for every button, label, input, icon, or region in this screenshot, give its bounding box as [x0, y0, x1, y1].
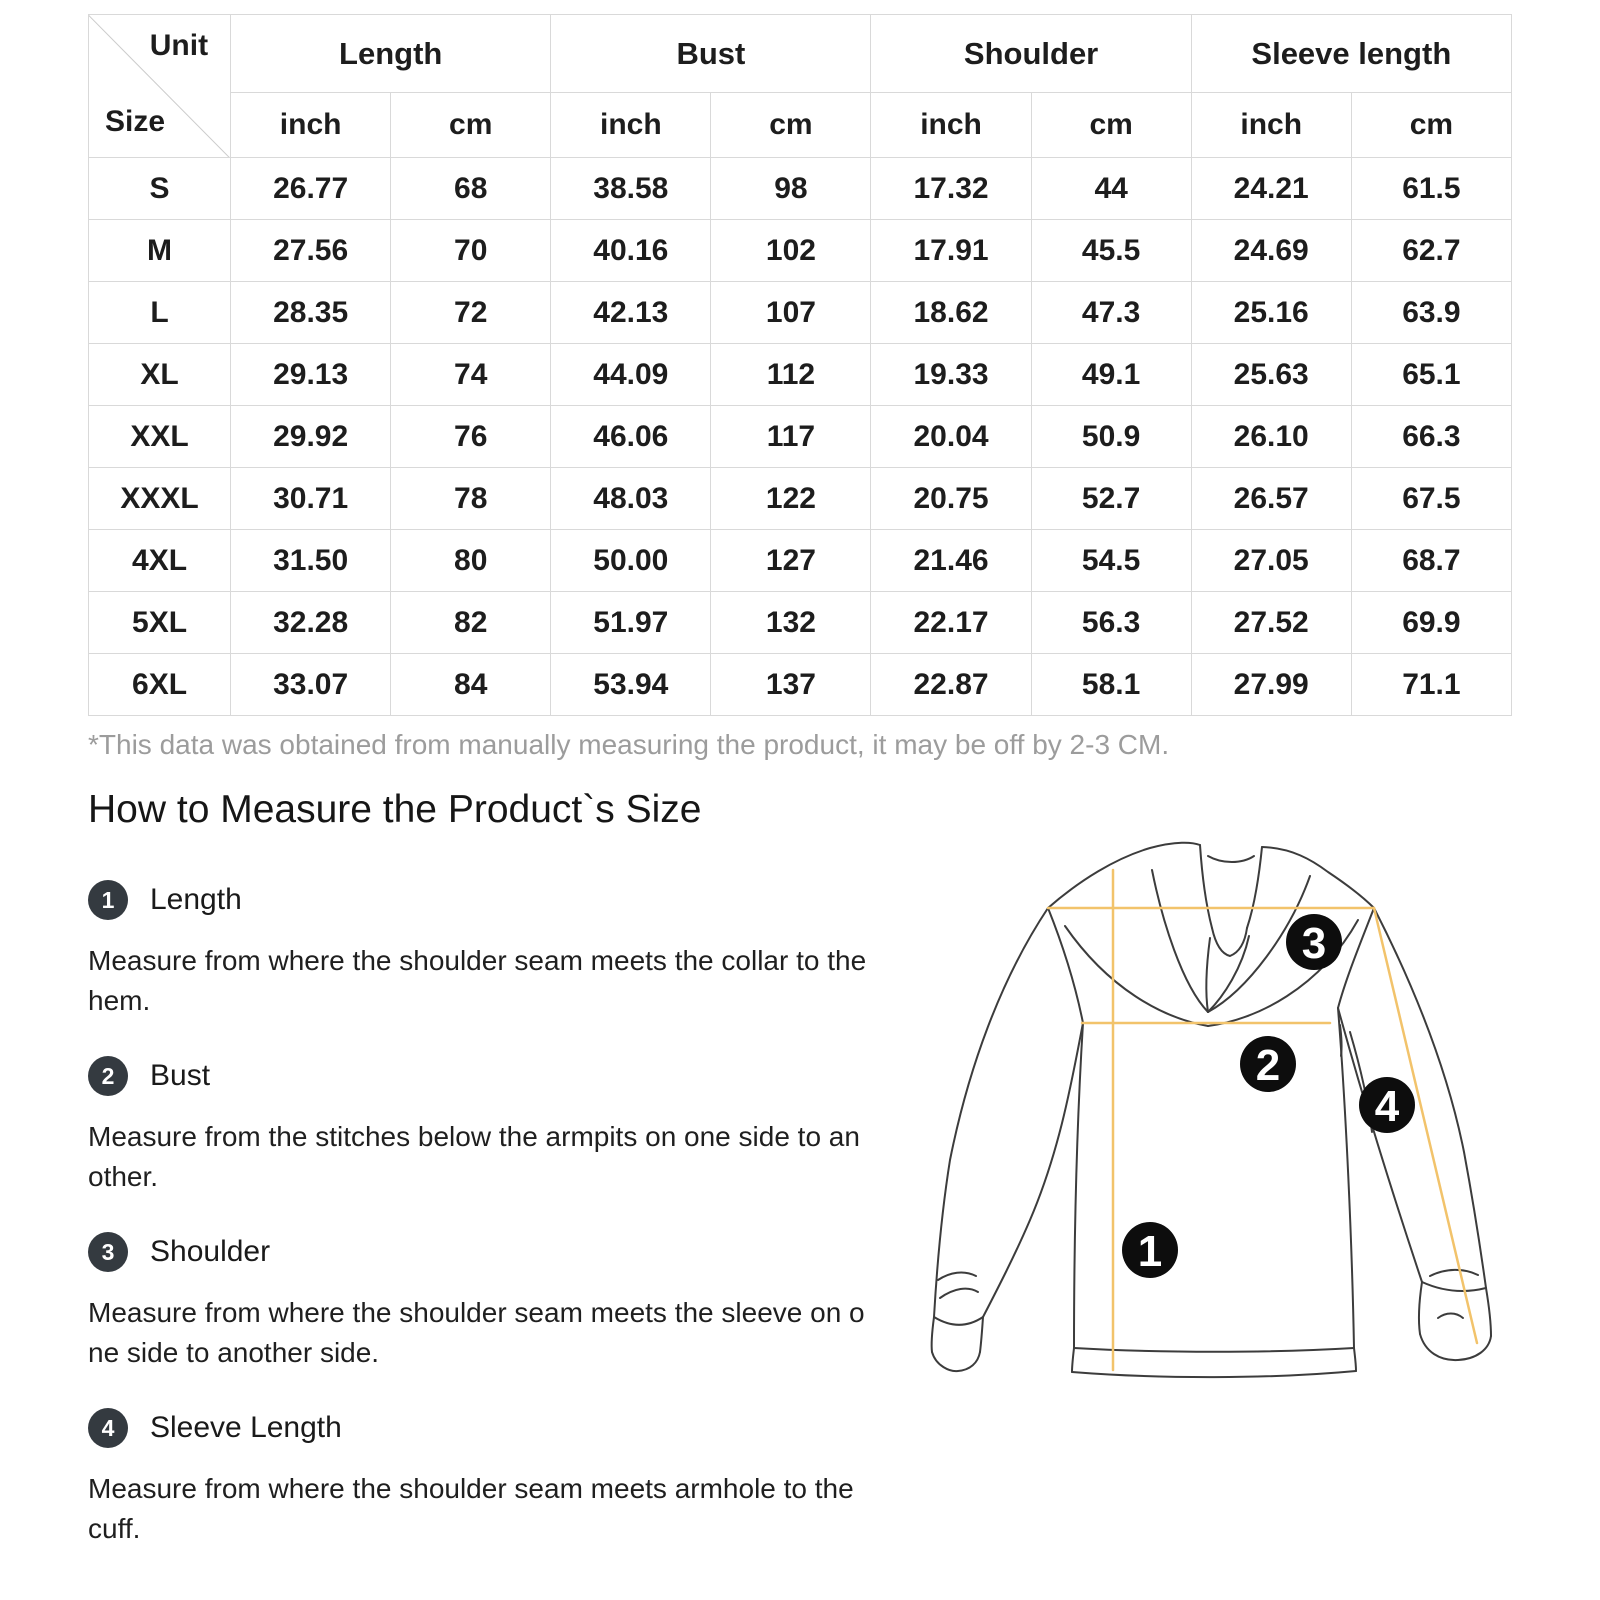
- value-cell: 65.1: [1351, 344, 1511, 406]
- value-cell: 52.7: [1031, 468, 1191, 530]
- step-label: Bust: [150, 1059, 211, 1092]
- step-3-badge: [88, 1232, 128, 1272]
- value-cell: 122: [711, 468, 871, 530]
- diagram-markers: [1122, 914, 1415, 1278]
- value-cell: 102: [711, 220, 871, 282]
- value-cell: 112: [711, 344, 871, 406]
- value-cell: 53.94: [551, 654, 711, 716]
- value-cell: 26.77: [231, 158, 391, 220]
- table-row: [89, 158, 1512, 220]
- table-row: [89, 654, 1512, 716]
- garment-diagram: [850, 820, 1550, 1386]
- step-4-badge: [88, 1408, 128, 1448]
- value-cell: 29.13: [231, 344, 391, 406]
- size-label-cell: 4XL: [89, 530, 231, 592]
- value-cell: 22.17: [871, 592, 1031, 654]
- step-number: 4: [101, 1414, 115, 1441]
- value-cell: 44.09: [551, 344, 711, 406]
- value-cell: 61.5: [1351, 158, 1511, 220]
- value-cell: 74: [391, 344, 551, 406]
- value-cell: 19.33: [871, 344, 1031, 406]
- step-1-badge: [88, 880, 128, 920]
- table-row: [89, 530, 1512, 592]
- value-cell: 44: [1031, 158, 1191, 220]
- desc-line: other.: [88, 1161, 159, 1192]
- table-row: [89, 282, 1512, 344]
- column-group-sleeve: Sleeve length: [1191, 15, 1511, 93]
- step-sleeve-length: [88, 1408, 868, 1549]
- how-to-measure-section: [88, 788, 868, 1584]
- corner-size-label: Size: [105, 105, 166, 138]
- value-cell: 22.87: [871, 654, 1031, 716]
- table-row: [89, 220, 1512, 282]
- marker-2: 2: [1255, 1041, 1281, 1090]
- table-row: [89, 468, 1512, 530]
- value-cell: 84: [391, 654, 551, 716]
- size-label-cell: S: [89, 158, 231, 220]
- value-cell: 78: [391, 468, 551, 530]
- marker-4: 4: [1374, 1082, 1400, 1131]
- value-cell: 33.07: [231, 654, 391, 716]
- value-cell: 32.28: [231, 592, 391, 654]
- value-cell: 117: [711, 406, 871, 468]
- value-cell: 67.5: [1351, 468, 1511, 530]
- value-cell: 62.7: [1351, 220, 1511, 282]
- value-cell: 47.3: [1031, 282, 1191, 344]
- value-cell: 54.5: [1031, 530, 1191, 592]
- step-description: [88, 1469, 868, 1549]
- value-cell: 25.63: [1191, 344, 1351, 406]
- unit-header: inch: [871, 93, 1031, 158]
- step-length: [88, 880, 868, 1021]
- value-cell: 24.69: [1191, 220, 1351, 282]
- value-cell: 127: [711, 530, 871, 592]
- value-cell: 20.75: [871, 468, 1031, 530]
- corner-cell: [89, 15, 231, 158]
- value-cell: 21.46: [871, 530, 1031, 592]
- value-cell: 17.91: [871, 220, 1031, 282]
- value-cell: 24.21: [1191, 158, 1351, 220]
- step-description: [88, 1293, 868, 1373]
- step-label: Sleeve Length: [150, 1411, 342, 1444]
- value-cell: 40.16: [551, 220, 711, 282]
- value-cell: 107: [711, 282, 871, 344]
- desc-line: ne side to another side.: [88, 1337, 380, 1368]
- step-shoulder: [88, 1232, 868, 1373]
- step-description: [88, 1117, 868, 1197]
- table-row: [89, 592, 1512, 654]
- unit-header: cm: [1031, 93, 1191, 158]
- value-cell: 98: [711, 158, 871, 220]
- value-cell: 26.57: [1191, 468, 1351, 530]
- value-cell: 72: [391, 282, 551, 344]
- column-group-bust: Bust: [551, 15, 871, 93]
- size-label-cell: XXXL: [89, 468, 231, 530]
- step-number: 2: [101, 1062, 115, 1089]
- size-label-cell: XXL: [89, 406, 231, 468]
- step-label: Shoulder: [150, 1235, 271, 1268]
- value-cell: 45.5: [1031, 220, 1191, 282]
- step-description: [88, 941, 868, 1021]
- unit-header: cm: [1351, 93, 1511, 158]
- step-bust: [88, 1056, 868, 1197]
- size-chart-section: [88, 14, 1512, 761]
- value-cell: 56.3: [1031, 592, 1191, 654]
- value-cell: 68: [391, 158, 551, 220]
- unit-header: inch: [1191, 93, 1351, 158]
- section-title: How to Measure the Product`s Size: [88, 788, 702, 831]
- column-group-length: Length: [231, 15, 551, 93]
- value-cell: 42.13: [551, 282, 711, 344]
- value-cell: 70: [391, 220, 551, 282]
- value-cell: 49.1: [1031, 344, 1191, 406]
- unit-header: cm: [391, 93, 551, 158]
- value-cell: 26.10: [1191, 406, 1351, 468]
- marker-1: 1: [1137, 1227, 1163, 1276]
- value-cell: 66.3: [1351, 406, 1511, 468]
- value-cell: 27.99: [1191, 654, 1351, 716]
- value-cell: 28.35: [231, 282, 391, 344]
- value-cell: 132: [711, 592, 871, 654]
- value-cell: 18.62: [871, 282, 1031, 344]
- table-row: [89, 406, 1512, 468]
- desc-line: Measure from where the shoulder seam meets the sleeve on o: [88, 1297, 865, 1328]
- step-number: 3: [101, 1238, 115, 1265]
- size-label-cell: 5XL: [89, 592, 231, 654]
- desc-line: Measure from where the shoulder seam meets armhole to the: [88, 1473, 854, 1504]
- value-cell: 27.05: [1191, 530, 1351, 592]
- desc-line: Measure from the stitches below the armpits on one side to an: [88, 1121, 860, 1152]
- value-cell: 38.58: [551, 158, 711, 220]
- value-cell: 20.04: [871, 406, 1031, 468]
- value-cell: 30.71: [231, 468, 391, 530]
- size-label-cell: M: [89, 220, 231, 282]
- size-label-cell: 6XL: [89, 654, 231, 716]
- step-number: 1: [101, 886, 115, 913]
- value-cell: 17.32: [871, 158, 1031, 220]
- value-cell: 58.1: [1031, 654, 1191, 716]
- value-cell: 50.9: [1031, 406, 1191, 468]
- corner-unit-label: Unit: [149, 29, 209, 62]
- value-cell: 63.9: [1351, 282, 1511, 344]
- value-cell: 82: [391, 592, 551, 654]
- value-cell: 76: [391, 406, 551, 468]
- value-cell: 27.52: [1191, 592, 1351, 654]
- column-group-shoulder: Shoulder: [871, 15, 1191, 93]
- value-cell: 51.97: [551, 592, 711, 654]
- desc-line: cuff.: [88, 1513, 141, 1544]
- desc-line: hem.: [88, 985, 151, 1016]
- table-row: [89, 344, 1512, 406]
- value-cell: 29.92: [231, 406, 391, 468]
- value-cell: 69.9: [1351, 592, 1511, 654]
- unit-header: cm: [711, 93, 871, 158]
- value-cell: 25.16: [1191, 282, 1351, 344]
- value-cell: 27.56: [231, 220, 391, 282]
- desc-line: Measure from where the shoulder seam meets the collar to the: [88, 945, 867, 976]
- value-cell: 137: [711, 654, 871, 716]
- size-label-cell: L: [89, 282, 231, 344]
- value-cell: 46.06: [551, 406, 711, 468]
- measure-lines: [1048, 870, 1477, 1370]
- value-cell: 68.7: [1351, 530, 1511, 592]
- unit-header: inch: [231, 93, 391, 158]
- size-label-cell: XL: [89, 344, 231, 406]
- size-chart-table: [88, 14, 1512, 716]
- marker-3: 3: [1301, 919, 1327, 968]
- value-cell: 48.03: [551, 468, 711, 530]
- step-2-badge: [88, 1056, 128, 1096]
- value-cell: 31.50: [231, 530, 391, 592]
- unit-header: inch: [551, 93, 711, 158]
- value-cell: 80: [391, 530, 551, 592]
- value-cell: 71.1: [1351, 654, 1511, 716]
- step-label: Length: [150, 883, 242, 916]
- measurement-disclaimer: *This data was obtained from manually measuring the product, it may be off by 2-3 CM.: [88, 729, 1170, 760]
- value-cell: 50.00: [551, 530, 711, 592]
